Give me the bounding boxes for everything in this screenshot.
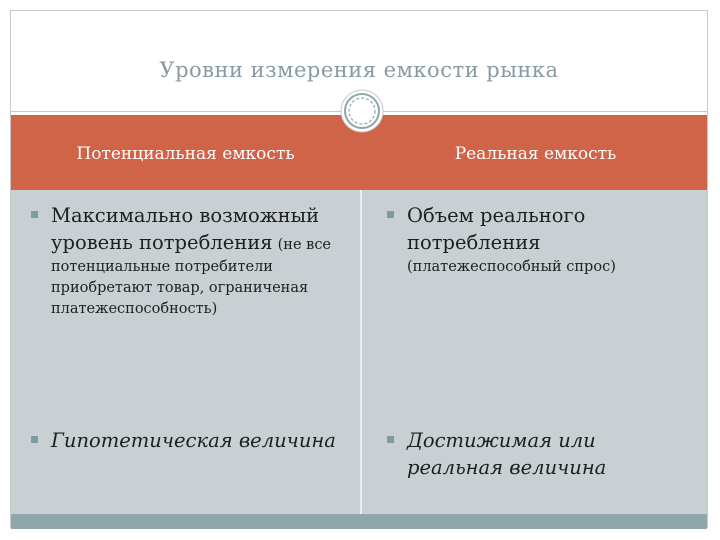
square-bullet-icon <box>387 211 394 218</box>
column-divider <box>360 190 362 514</box>
column-header-potential: Потенциальная емкость <box>76 144 295 164</box>
item-note: потенциальные потребители приобретают товар, ограниченая платежеспособность) <box>51 259 309 317</box>
square-bullet-icon <box>31 436 38 443</box>
column-header-real: Реальная емкость <box>454 144 617 164</box>
list-item <box>387 427 687 481</box>
slide <box>10 10 708 528</box>
slide-title: Уровни измерения емкости рынка <box>159 58 559 82</box>
square-bullet-icon <box>31 211 38 218</box>
item-text: Объем реального потребления <box>407 204 586 254</box>
list-item <box>31 427 351 454</box>
list-item <box>387 202 687 277</box>
item-note: (платежеспособный спрос) <box>407 259 616 275</box>
circle-ornament-icon <box>340 89 384 133</box>
item-text: Максимально возможный уровень потребления <box>51 204 320 254</box>
item-note: (не все <box>277 237 332 253</box>
square-bullet-icon <box>387 436 394 443</box>
list-item <box>31 202 351 319</box>
item-text: Гипотетическая величина <box>51 429 336 452</box>
item-text: Достижимая или реальная величина <box>407 429 607 479</box>
footer-band <box>11 514 707 529</box>
